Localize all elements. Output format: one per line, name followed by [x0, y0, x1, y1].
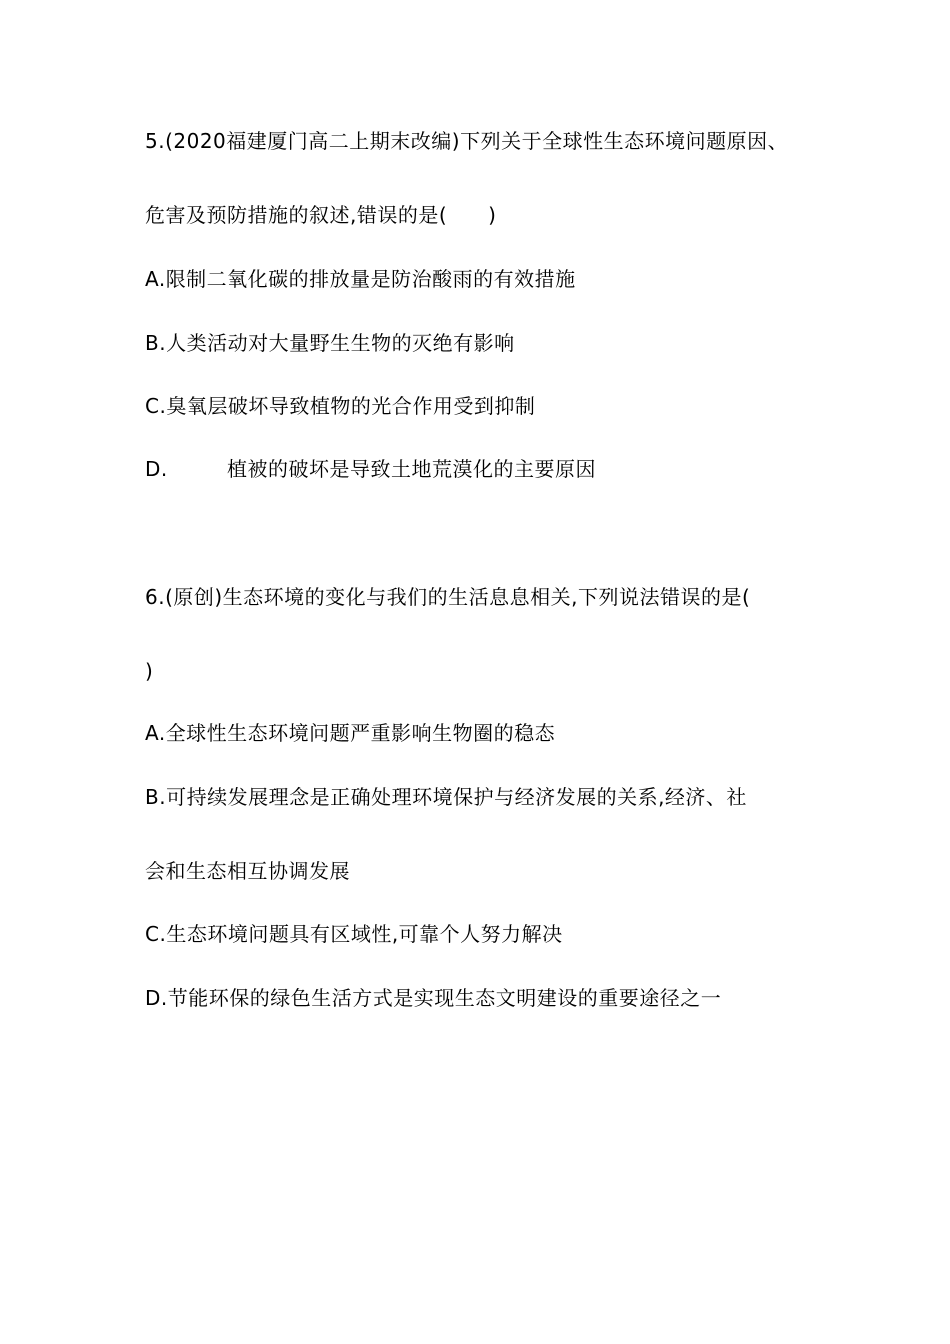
question-6-option-b-line-1: B.可持续发展理念是正确处理环境保护与经济发展的关系,经济、社	[145, 785, 747, 809]
question-5-option-d	[145, 455, 596, 483]
question-5-stem-line-1: 5.(2020福建厦门高二上期末改编)下列关于全球性生态环境问题原因、	[145, 129, 789, 153]
question-group-heading	[145, 519, 167, 547]
question-6-option-d: D.节能环保的绿色生活方式是实现生态文明建设的重要途径之一	[145, 986, 722, 1010]
question-5-option-c: C.臭氧层破坏导致植物的光合作用受到抑制	[145, 394, 536, 418]
question-6-stem-line-1: 6.(原创)生态环境的变化与我们的生活息息相关,下列说法错误的是(	[145, 585, 751, 609]
question-5-option-d-label: D.	[145, 457, 168, 481]
question-5-option-a: A.限制二氧化碳的排放量是防治酸雨的有效措施	[145, 267, 576, 291]
question-6-option-b-line-2: 会和生态相互协调发展	[145, 859, 350, 883]
question-5-option-d-text: 植被的破坏是导致土地荒漠化的主要原因	[227, 457, 596, 481]
question-5-option-b: B.人类活动对大量野生生物的灭绝有影响	[145, 331, 515, 355]
question-6-option-a: A.全球性生态环境问题严重影响生物圈的稳态	[145, 721, 556, 745]
question-5-stem-line-2: 危害及预防措施的叙述,错误的是( )	[145, 203, 497, 227]
question-6-stem-line-2: )	[145, 659, 154, 683]
question-6-option-c: C.生态环境问题具有区域性,可靠个人努力解决	[145, 922, 563, 946]
